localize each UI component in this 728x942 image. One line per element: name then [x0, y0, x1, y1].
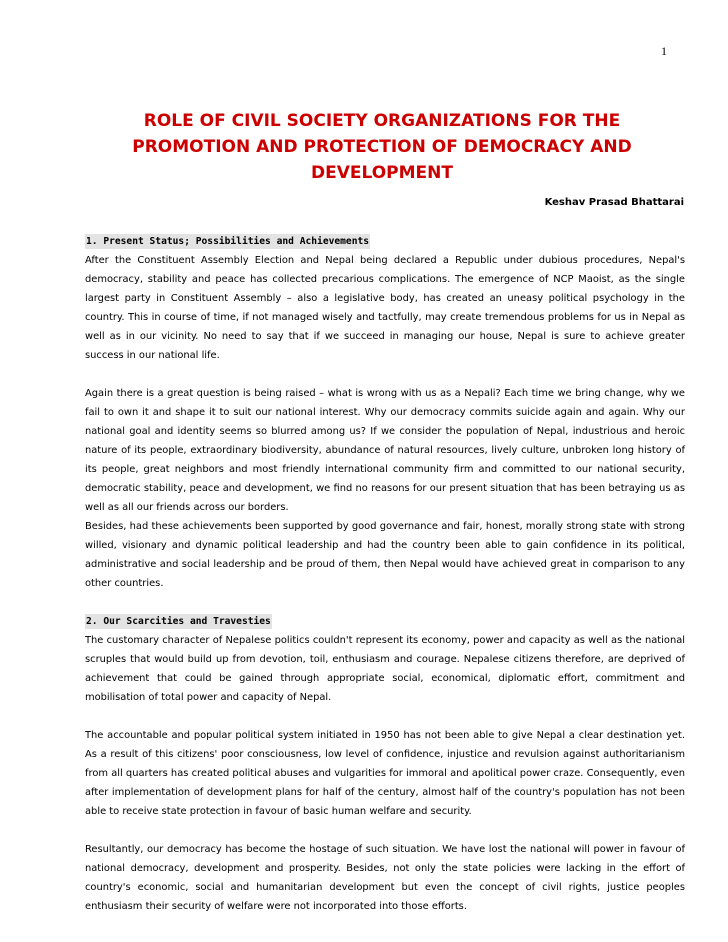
document-body: [85, 232, 685, 916]
document-title: ROLE OF CIVIL SOCIETY ORGANIZATIONS FOR THE PROMOTION AND PROTECTION OF DEMOCRACY AND DEVELOPMENT: [132, 111, 632, 183]
paragraph: Resultantly, our democracy has become the hostage of such situation. We have lost the national will power in favour of national democracy, development and prosperity. Besides, not only the state policies were lacking in the effort of country's economic, social and humanitarian development but even the concept of civil rights, justice peoples enthusiasm their security of welfare were not incorporated into those efforts.: [85, 844, 685, 912]
paragraph: After the Constituent Assembly Election and Nepal being declared a Republic under dubious procedures, Nepal's democracy, stability and peace has collected precarious complications. The emergence of NCP Maoist, as the single largest party in Constituent Assembly – also a legislative body, has created an uneasy political psychology in the country. This in course of time, if not managed wisely and tactfully, may create tremendous problems for us in Nepal as well as in our vicinity. No need to say that if we succeed in managing our house, Nepal is sure to achieve greater success in our national life.: [85, 255, 685, 361]
page-number: 1: [661, 44, 667, 58]
paragraph: Besides, had these achievements been supported by good governance and fair, honest, morally strong state with strong willed, visionary and dynamic political leadership and had the country been able to gain confidence in its political, administrative and social leadership and be proud of them, then Nepal would have achieved great in comparison to any other countries.: [85, 521, 685, 589]
paragraph: Again there is a great question is being raised – what is wrong with us as a Nepali? Each time we bring change, why we fail to own it and shape it to suit our national interest. Why our democracy commits suicide again and again. Why our national goal and identity seems so blurred among us? If we consider the population of Nepal, industrious and heroic nature of its people, extraordinary biodiversity, abundance of natural resources, lively culture, unbroken long history of its people, great neighbors and most friendly international community firm and committed to our national security, democratic stability, peace and development, we find no reasons for our present situation that has been betraying us as well as all our friends across our borders.: [85, 388, 685, 513]
author-name: Keshav Prasad Bhattarai: [544, 197, 684, 208]
section-scarcities-travesties: [85, 612, 685, 916]
paragraph: The accountable and popular political system initiated in 1950 has not been able to give Nepal a clear destination yet. As a result of this citizens' poor consciousness, low level of confidence, injustice and revulsion against authoritarianism from all quarters has created political abuses and vulgarities for immoral and apolitical power craze. Consequently, even after implementation of development plans for half of the century, almost half of the country's population has not been able to receive state protection in favour of basic human welfare and security.: [85, 730, 685, 817]
section-heading: 1. Present Status; Possibilities and Achievements: [86, 236, 370, 247]
paragraph: The customary character of Nepalese politics couldn't represent its economy, power and capacity as well as the national scruples that would build up from devotion, toil, enthusiasm and courage. Nepalese citizens therefore, are deprived of achievement that could be gained through appropriate social, economical, diplomatic effort, commitment and mobilisation of total power and capacity of Nepal.: [85, 635, 685, 703]
section-present-status: [85, 232, 685, 593]
section-heading: 2. Our Scarcities and Travesties: [86, 616, 271, 627]
